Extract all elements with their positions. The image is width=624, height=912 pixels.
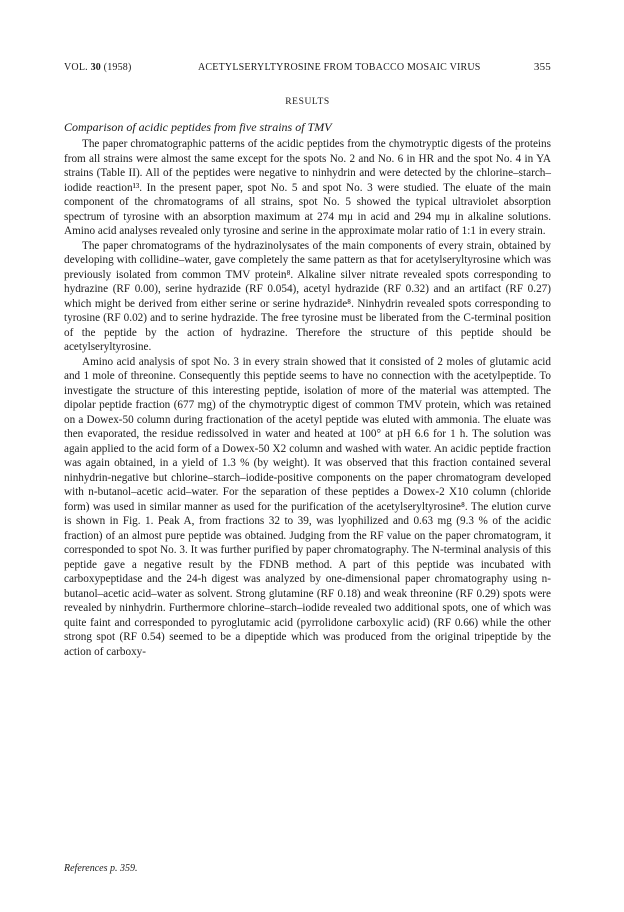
body-text (64, 137, 551, 659)
subsection-heading: Comparison of acidic peptides from five strains of TMV (64, 120, 332, 134)
volume-info: VOL. 30 (1958) (64, 62, 132, 73)
paragraph: The paper chromatographic patterns of the acidic peptides from the chymotryptic digests of the proteins from all strains were almost the same except for the spots No. 2 and No. 6 in HR and the spot No. 4 in YA strains (Table II). All of the peptides were negative to ninhydrin and were detected by the chlorine–starch–iodide reaction¹³. In the present paper, spot No. 5 and spot No. 3 were studied. The eluate of the main component of the chromatograms of all strains, spot No. 5 showed the typical ultraviolet absorption spectrum of tyrosine with an absorption maximum at 274 mμ in acid and 294 mμ in alkaline solutions. Amino acid analyses revealed only tyrosine and serine in the approximate molar ratio of 1:1 in every strain. (64, 138, 551, 237)
page-number: 355 (533, 61, 551, 73)
running-title: ACETYLSERYLTYROSINE FROM TOBACCO MOSAIC VIRUS (198, 62, 481, 73)
running-head (64, 62, 551, 76)
references-note: References p. 359. (64, 863, 138, 874)
section-heading: RESULTS (285, 97, 330, 107)
paragraph: The paper chromatograms of the hydrazinolysates of the main components of every strain, obtained by developing with collidine–water, gave completely the same pattern as that for acetylseryltyrosine which was previously isolated from common TMV protein⁸. Alkaline silver nitrate revealed spots corresponding to hydrazine (RF 0.00), serine hydrazide (RF 0.054), acetyl hydrazide (RF 0.32) and an artifact (RF 0.27) which might be derived from either serine or serine hydrazide⁸. Ninhydrin revealed spots corresponding to tyrosine (RF 0.02) and to serine hydrazide. The free tyrosine must be liberated from the C-terminal position of the peptide by the action of hydrazine. Therefore the structure of this peptide should be acetylseryltyrosine. (64, 239, 551, 353)
paragraph: Amino acid analysis of spot No. 3 in every strain showed that it consisted of 2 moles of glutamic acid and 1 mole of threonine. Consequently this peptide seems to have no connection with the acetylpeptide. To investigate the structure of this interesting peptide, isolation of more of the material was attempted. The dipolar peptide fraction (677 mg) of the chymotryptic digest of common TMV protein, which was retained on a Dowex-50 column during fractionation of the acetyl peptide was eluted with ammonia. The eluate was then evaporated, the residue redissolved in water and heated at 100° at pH 6.6 for 1 h. The solution was again applied to the acid form of a Dowex-50 X2 column and washed with water. An acidic peptide fraction was again obtained, in a yield of 1.3 % (by weight). It was observed that this fraction contained several ninhydrin-negative but chlorine–starch–iodide-positive components on the paper chromatogram developed with n-butanol–acetic acid–water. For the separation of these peptides a Dowex-2 X10 column (chloride form) was used in similar manner as used for the purification of the acetylseryltyrosine⁸. The elution curve is shown in Fig. 1. Peak A, from fractions 32 to 39, was lyophilized and 0.63 mg (9.3 % of the acidic fraction) of an almost pure peptide was obtained. Judging from the RF value on the paper chromatogram, it corresponded to spot No. 3. It was further purified by paper chromatography. The N-terminal analysis of this peptide gave a negative result by the FDNB method. A part of this peptide was incubated with carboxypeptidase and the 24-h digest was analyzed by one-dimensional paper chromatography using n-butanol–acetic acid–water as solvent. Strong glutamine (RF 0.18) and weak threonine (RF 0.29) spots were revealed by ninhydrin. Furthermore chlorine–starch–iodide revealed two additional spots, one of which was quite faint and corresponded to pyroglutamic acid (pyrrolidone carboxylic acid) (RF 0.66) while the other strong spot (RF 0.54) seemed to be a dipeptide which was produced from the original tripeptide by the action of carboxy- (64, 355, 551, 658)
